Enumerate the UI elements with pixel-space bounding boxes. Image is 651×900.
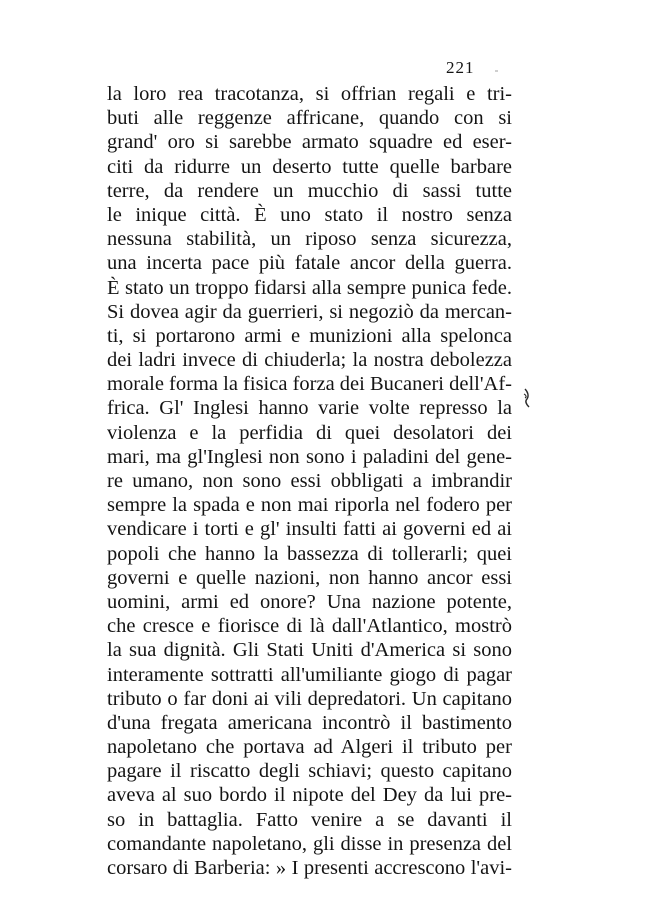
text-line: una incerta pace più fatale ancor della guerra. <box>107 252 512 275</box>
text-line: napoletano che portava ad Algeri il tributo per <box>107 736 512 759</box>
text-line: È stato un troppo fidarsi alla sempre punica fede. <box>107 276 512 299</box>
text-line: la sua dignità. Gli Stati Uniti d'America si sono <box>107 639 512 662</box>
text-line: pagare il riscatto degli schiavi; questo capitano <box>107 760 512 783</box>
text-line: ti, si portarono armi e munizioni alla spelonca <box>107 324 512 347</box>
text-line: vendicare i torti e gl' insulti fatti ai governi ed ai <box>107 518 512 541</box>
text-line: interamente sottratti all'umiliante giogo di pagar <box>107 663 512 686</box>
text-line: terre, da rendere un mucchio di sassi tutte <box>107 179 512 202</box>
text-line: tributo o far doni ai vili depredatori. Un capitano <box>107 687 512 710</box>
text-line: morale forma la fisica forza dei Bucaneri dell'Af- <box>107 373 512 396</box>
text-line: aveva al suo bordo il nipote del Dey da lui pre- <box>107 784 512 807</box>
text-line: che cresce e fiorisce di là dall'Atlantico, mostrò <box>107 615 512 638</box>
body-text <box>107 82 512 880</box>
text-line: so in battaglia. Fatto venire a se davanti il <box>107 808 512 831</box>
text-line: sempre la spada e non mai riporla nel fodero per <box>107 494 512 517</box>
text-line: d'una fregata americana incontrò il bastimento <box>107 711 512 734</box>
text-line: governi e quelle nazioni, non hanno ancor essi <box>107 566 512 589</box>
text-line: frica. Gl' Inglesi hanno varie volte represso la <box>107 397 512 420</box>
text-line: citi da ridurre un deserto tutte quelle barbare <box>107 155 512 178</box>
text-line: Si dovea agir da guerrieri, si negoziò da mercan- <box>107 300 512 323</box>
page-number: 221 <box>446 58 475 77</box>
text-line: comandante napoletano, gli disse in presenza del <box>107 832 512 855</box>
text-line: le inique città. È uno stato il nostro senza <box>107 203 512 226</box>
text-line: grand' oro si sarebbe armato squadre ed eser- <box>107 131 512 154</box>
text-line: re umano, non sono essi obbligati a imbrandir <box>107 470 512 492</box>
text-line: violenza e la perfidia di quei desolatori dei <box>107 421 512 444</box>
text-line: la loro rea tracotanza, si offrian regali e tri- <box>107 83 512 105</box>
margin-ink-mark <box>521 388 531 408</box>
text-line: nessuna stabilità, un riposo senza sicurezza, <box>107 228 512 251</box>
text-line: popoli che hanno la bassezza di tollerarli; quei <box>107 542 512 565</box>
text-line: buti alle reggenze affricane, quando con si <box>107 107 512 130</box>
paper-speck <box>495 70 498 72</box>
text-line: corsaro di Barberia: » I presenti accrescono l'avi- <box>107 857 512 879</box>
text-line: mari, ma gl'Inglesi non sono i paladini del gene- <box>107 445 512 468</box>
text-line: uomini, armi ed onore? Una nazione potente, <box>107 590 512 613</box>
text-line: dei ladri invece di chiuderla; la nostra debolezza <box>107 349 512 372</box>
